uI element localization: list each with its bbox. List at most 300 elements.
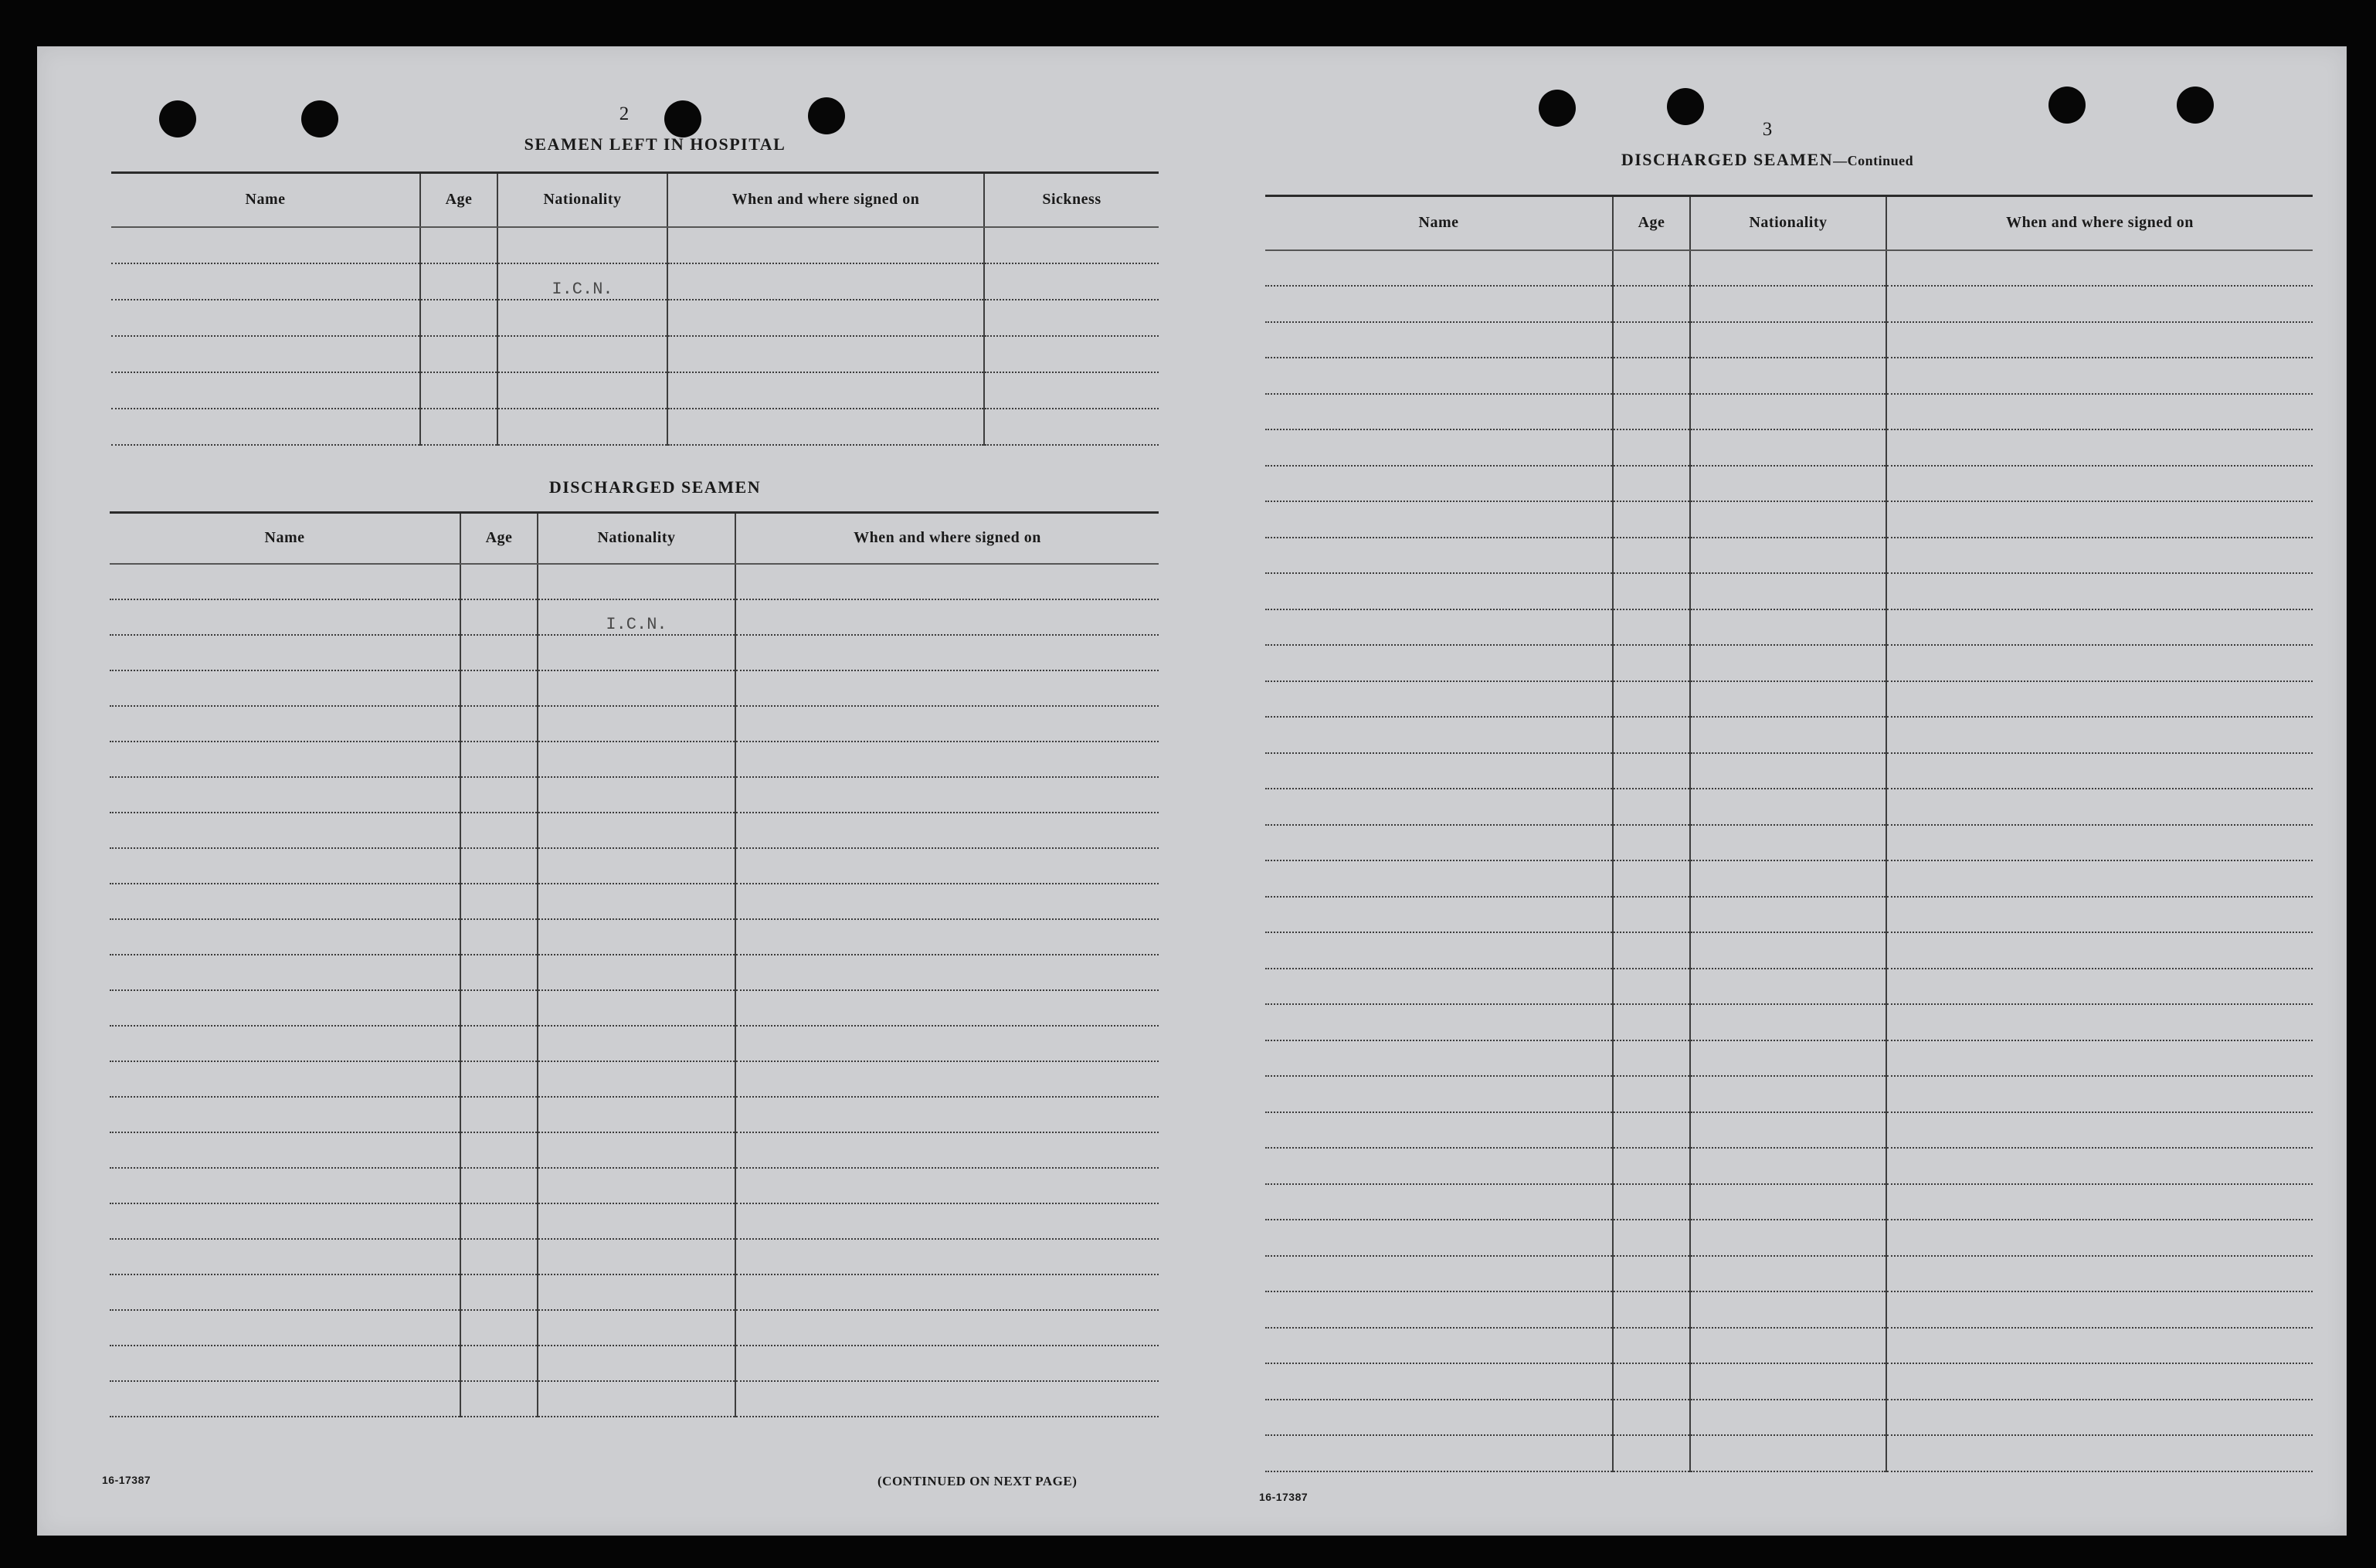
binder-hole bbox=[301, 100, 338, 137]
table-cell bbox=[984, 300, 1159, 336]
table-cell bbox=[420, 336, 497, 372]
table-cell bbox=[420, 300, 497, 336]
table-cell bbox=[110, 1381, 460, 1417]
table-cell bbox=[110, 670, 460, 706]
table-cell bbox=[110, 1203, 460, 1239]
table-cell bbox=[1265, 717, 1613, 753]
page-number-right: 3 bbox=[1762, 119, 1773, 140]
column-header: Nationality bbox=[538, 513, 735, 564]
table-cell bbox=[1265, 789, 1613, 825]
table-cell bbox=[735, 742, 1159, 777]
table-row bbox=[110, 884, 1159, 919]
table-row bbox=[111, 300, 1159, 336]
table-cell bbox=[667, 263, 984, 300]
table-cell bbox=[460, 1310, 538, 1346]
table-row bbox=[1265, 573, 2313, 609]
table-cell bbox=[110, 848, 460, 884]
table-cell bbox=[1886, 1076, 2313, 1112]
form-number-left: 16-17387 bbox=[102, 1474, 151, 1486]
table-cell bbox=[110, 884, 460, 919]
table-cell bbox=[1886, 645, 2313, 681]
table-cell bbox=[735, 670, 1159, 706]
table-cell bbox=[1613, 250, 1690, 287]
table-row bbox=[111, 263, 1159, 300]
table-cell bbox=[1886, 932, 2313, 969]
table-cell bbox=[538, 884, 735, 919]
table-row bbox=[1265, 753, 2313, 789]
table-cell bbox=[538, 742, 735, 777]
table-cell bbox=[1690, 789, 1886, 825]
table-row bbox=[110, 1346, 1159, 1381]
table-cell bbox=[538, 1061, 735, 1097]
table-cell bbox=[460, 1346, 538, 1381]
table-cell bbox=[1265, 286, 1613, 322]
table-cell bbox=[497, 300, 667, 336]
table-cell bbox=[1265, 538, 1613, 574]
table-cell bbox=[1613, 1328, 1690, 1364]
table-row bbox=[110, 919, 1159, 955]
table-row bbox=[110, 1381, 1159, 1417]
table-cell bbox=[667, 336, 984, 372]
table-cell bbox=[984, 263, 1159, 300]
table-cell bbox=[1690, 932, 1886, 969]
table-cell bbox=[1613, 1076, 1690, 1112]
table-cell bbox=[538, 1097, 735, 1132]
table-cell bbox=[1265, 1291, 1613, 1328]
table-cell bbox=[538, 848, 735, 884]
binder-hole bbox=[1667, 88, 1704, 125]
table-cell bbox=[1886, 1291, 2313, 1328]
table-cell bbox=[460, 742, 538, 777]
table-cell bbox=[735, 1310, 1159, 1346]
table-cell bbox=[1886, 860, 2313, 897]
table-cell bbox=[1690, 1435, 1886, 1471]
table-cell bbox=[1265, 1435, 1613, 1471]
table-cell bbox=[1613, 1435, 1690, 1471]
discharged-continued-table bbox=[1265, 195, 2313, 1472]
table-cell bbox=[1690, 250, 1886, 287]
table-row bbox=[110, 706, 1159, 742]
table-cell bbox=[735, 1274, 1159, 1310]
binder-hole bbox=[159, 100, 196, 137]
table-cell bbox=[735, 990, 1159, 1026]
table-cell bbox=[1265, 322, 1613, 358]
table-cell bbox=[1886, 1148, 2313, 1184]
table-cell bbox=[1690, 897, 1886, 933]
table-cell bbox=[1265, 429, 1613, 466]
table-cell bbox=[1613, 358, 1690, 394]
table-cell bbox=[1613, 1220, 1690, 1256]
table-cell bbox=[110, 1346, 460, 1381]
table-cell bbox=[460, 564, 538, 599]
table-cell bbox=[110, 777, 460, 813]
table-cell bbox=[1265, 897, 1613, 933]
table-cell bbox=[1886, 681, 2313, 718]
table-cell bbox=[1265, 1328, 1613, 1364]
table-cell bbox=[735, 1097, 1159, 1132]
table-row bbox=[110, 1097, 1159, 1132]
table-cell bbox=[538, 670, 735, 706]
table-cell bbox=[1265, 501, 1613, 538]
table-row bbox=[1265, 466, 2313, 502]
table-cell: I.C.N. bbox=[538, 599, 735, 635]
table-cell bbox=[735, 1239, 1159, 1274]
table-cell bbox=[1613, 932, 1690, 969]
table-cell bbox=[1613, 1256, 1690, 1292]
table-row bbox=[1265, 286, 2313, 322]
table-cell bbox=[1265, 1112, 1613, 1149]
table-cell bbox=[1265, 753, 1613, 789]
table-cell bbox=[460, 990, 538, 1026]
title-main: DISCHARGED SEAMEN bbox=[1621, 150, 1834, 169]
table-cell bbox=[1690, 1328, 1886, 1364]
table-cell bbox=[1690, 681, 1886, 718]
table-cell bbox=[1613, 394, 1690, 430]
table-cell bbox=[110, 706, 460, 742]
table-cell bbox=[1265, 250, 1613, 287]
table-cell bbox=[460, 777, 538, 813]
table-cell bbox=[735, 635, 1159, 670]
table-cell bbox=[110, 564, 460, 599]
table-cell bbox=[1613, 466, 1690, 502]
table-row bbox=[1265, 1435, 2313, 1471]
table-cell bbox=[1613, 645, 1690, 681]
table-cell bbox=[460, 635, 538, 670]
table-cell bbox=[984, 409, 1159, 445]
page-number-left: 2 bbox=[619, 104, 630, 124]
table-cell bbox=[1690, 860, 1886, 897]
table-cell bbox=[1613, 1040, 1690, 1077]
table-row bbox=[110, 599, 1159, 635]
table-cell bbox=[1613, 429, 1690, 466]
table-cell bbox=[538, 1310, 735, 1346]
table-cell bbox=[497, 372, 667, 409]
table-cell bbox=[984, 372, 1159, 409]
table-row bbox=[1265, 1291, 2313, 1328]
column-header: Age bbox=[1613, 196, 1690, 250]
table-row bbox=[110, 1203, 1159, 1239]
table-cell bbox=[1886, 358, 2313, 394]
table-cell bbox=[1613, 789, 1690, 825]
table-cell bbox=[110, 990, 460, 1026]
column-header: Name bbox=[110, 513, 460, 564]
table-row bbox=[1265, 609, 2313, 646]
table-cell bbox=[1690, 1040, 1886, 1077]
table-row bbox=[110, 990, 1159, 1026]
table-cell bbox=[497, 227, 667, 263]
table-cell bbox=[1690, 501, 1886, 538]
table-cell bbox=[1265, 1076, 1613, 1112]
table-cell bbox=[538, 1026, 735, 1061]
table-cell bbox=[460, 955, 538, 990]
table-cell bbox=[735, 1346, 1159, 1381]
table-cell bbox=[667, 372, 984, 409]
table-row bbox=[1265, 322, 2313, 358]
column-header: Name bbox=[111, 173, 420, 227]
table-cell bbox=[111, 263, 420, 300]
table-row bbox=[110, 1026, 1159, 1061]
table-row bbox=[110, 670, 1159, 706]
table-row bbox=[1265, 1363, 2313, 1400]
table-cell bbox=[110, 1168, 460, 1203]
table-cell bbox=[1690, 1256, 1886, 1292]
table-cell bbox=[110, 742, 460, 777]
table-row bbox=[1265, 1400, 2313, 1436]
table-cell bbox=[1613, 286, 1690, 322]
table-row bbox=[1265, 860, 2313, 897]
table-cell bbox=[111, 409, 420, 445]
table-cell bbox=[1265, 394, 1613, 430]
table-cell bbox=[1886, 573, 2313, 609]
table-cell bbox=[1886, 429, 2313, 466]
table-cell bbox=[460, 1097, 538, 1132]
table-cell bbox=[1613, 753, 1690, 789]
table-cell bbox=[1886, 394, 2313, 430]
table-cell bbox=[538, 1203, 735, 1239]
table-cell bbox=[1690, 1291, 1886, 1328]
table-cell bbox=[1886, 1435, 2313, 1471]
table-cell bbox=[1265, 358, 1613, 394]
table-row bbox=[1265, 1256, 2313, 1292]
table-cell bbox=[735, 1061, 1159, 1097]
hospital-section-title: SEAMEN LEFT IN HOSPITAL bbox=[524, 134, 786, 154]
table-cell bbox=[1690, 753, 1886, 789]
table-cell bbox=[538, 706, 735, 742]
table-cell bbox=[735, 884, 1159, 919]
table-cell bbox=[538, 1168, 735, 1203]
table-row bbox=[111, 372, 1159, 409]
table-cell bbox=[1265, 1148, 1613, 1184]
table-cell bbox=[1886, 1220, 2313, 1256]
table-cell bbox=[735, 1026, 1159, 1061]
binder-hole bbox=[664, 100, 701, 137]
table-row bbox=[1265, 429, 2313, 466]
table-row bbox=[110, 813, 1159, 848]
table-cell bbox=[460, 1168, 538, 1203]
table-cell bbox=[460, 884, 538, 919]
table-cell bbox=[110, 955, 460, 990]
table-cell bbox=[1613, 1400, 1690, 1436]
table-cell bbox=[110, 1239, 460, 1274]
table-cell bbox=[735, 813, 1159, 848]
table-row bbox=[110, 848, 1159, 884]
table-cell bbox=[1613, 322, 1690, 358]
table-cell bbox=[1690, 538, 1886, 574]
table-cell bbox=[1613, 1004, 1690, 1040]
table-cell bbox=[1690, 1220, 1886, 1256]
table-cell bbox=[1690, 1400, 1886, 1436]
hospital-table bbox=[111, 171, 1159, 446]
table-cell bbox=[110, 813, 460, 848]
table-row bbox=[1265, 1328, 2313, 1364]
table-cell bbox=[460, 1203, 538, 1239]
table-cell bbox=[111, 300, 420, 336]
table-cell bbox=[420, 372, 497, 409]
table-cell bbox=[1690, 466, 1886, 502]
table-cell bbox=[460, 813, 538, 848]
table-cell bbox=[1265, 932, 1613, 969]
table-cell bbox=[538, 635, 735, 670]
table-cell bbox=[735, 919, 1159, 955]
table-cell bbox=[1690, 573, 1886, 609]
table-cell bbox=[538, 955, 735, 990]
table-cell bbox=[110, 1274, 460, 1310]
table-cell bbox=[538, 919, 735, 955]
table-cell bbox=[1886, 501, 2313, 538]
table-row bbox=[1265, 501, 2313, 538]
table-cell bbox=[1690, 1112, 1886, 1149]
table-cell bbox=[735, 955, 1159, 990]
table-cell bbox=[460, 1061, 538, 1097]
table-cell: I.C.N. bbox=[497, 263, 667, 300]
column-header: When and where signed on bbox=[735, 513, 1159, 564]
table-cell bbox=[1886, 897, 2313, 933]
table-row bbox=[111, 227, 1159, 263]
table-cell bbox=[1613, 825, 1690, 861]
table-cell bbox=[110, 599, 460, 635]
table-row bbox=[1265, 1184, 2313, 1220]
table-row bbox=[110, 1310, 1159, 1346]
table-cell bbox=[1265, 466, 1613, 502]
binder-hole bbox=[1539, 90, 1576, 127]
table-cell bbox=[110, 1061, 460, 1097]
table-row bbox=[1265, 1220, 2313, 1256]
table-cell bbox=[1886, 250, 2313, 287]
table-cell bbox=[460, 1026, 538, 1061]
table-cell bbox=[735, 848, 1159, 884]
table-cell bbox=[1265, 969, 1613, 1005]
table-cell bbox=[1886, 753, 2313, 789]
table-cell bbox=[1690, 394, 1886, 430]
table-row bbox=[110, 1239, 1159, 1274]
table-cell bbox=[1265, 681, 1613, 718]
table-cell bbox=[110, 919, 460, 955]
table-cell bbox=[538, 1239, 735, 1274]
table-cell bbox=[460, 670, 538, 706]
table-cell bbox=[420, 409, 497, 445]
column-header: Sickness bbox=[984, 173, 1159, 227]
table-cell bbox=[1265, 1220, 1613, 1256]
table-cell bbox=[984, 227, 1159, 263]
column-header: Nationality bbox=[1690, 196, 1886, 250]
table-row bbox=[1265, 645, 2313, 681]
table-cell bbox=[1613, 609, 1690, 646]
table-cell bbox=[1690, 1148, 1886, 1184]
table-cell bbox=[420, 263, 497, 300]
table-row bbox=[1265, 538, 2313, 574]
table-cell bbox=[1613, 1184, 1690, 1220]
table-cell bbox=[1886, 322, 2313, 358]
scanned-form-sheet bbox=[37, 46, 2347, 1536]
table-cell bbox=[1886, 1040, 2313, 1077]
column-header: Name bbox=[1265, 196, 1613, 250]
table-cell bbox=[667, 409, 984, 445]
table-cell bbox=[1613, 1291, 1690, 1328]
table-row bbox=[110, 564, 1159, 599]
table-row bbox=[1265, 717, 2313, 753]
table-cell bbox=[538, 564, 735, 599]
table-cell bbox=[1886, 1184, 2313, 1220]
table-cell bbox=[110, 1132, 460, 1168]
table-cell bbox=[735, 564, 1159, 599]
table-cell bbox=[735, 1381, 1159, 1417]
table-cell bbox=[1613, 573, 1690, 609]
table-cell bbox=[1613, 1112, 1690, 1149]
table-cell bbox=[110, 1026, 460, 1061]
table-cell bbox=[1690, 358, 1886, 394]
table-cell bbox=[1265, 645, 1613, 681]
binder-hole bbox=[2177, 87, 2214, 124]
table-cell bbox=[1613, 538, 1690, 574]
table-cell bbox=[1690, 1184, 1886, 1220]
discharged-table bbox=[110, 511, 1159, 1417]
table-cell bbox=[1886, 538, 2313, 574]
binder-hole bbox=[2048, 87, 2086, 124]
table-cell bbox=[735, 599, 1159, 635]
table-cell bbox=[460, 599, 538, 635]
table-cell bbox=[735, 1168, 1159, 1203]
table-cell bbox=[1886, 1112, 2313, 1149]
table-cell bbox=[538, 1346, 735, 1381]
column-header: Age bbox=[420, 173, 497, 227]
table-cell bbox=[1265, 609, 1613, 646]
table-cell bbox=[538, 990, 735, 1026]
table-row bbox=[1265, 1076, 2313, 1112]
table-row bbox=[1265, 250, 2313, 287]
table-cell bbox=[1886, 609, 2313, 646]
table-cell bbox=[460, 848, 538, 884]
table-cell bbox=[110, 1310, 460, 1346]
table-cell bbox=[1613, 1363, 1690, 1400]
table-cell bbox=[1886, 1400, 2313, 1436]
table-cell bbox=[460, 706, 538, 742]
table-cell bbox=[1265, 825, 1613, 861]
table-cell bbox=[1613, 681, 1690, 718]
table-row bbox=[1265, 358, 2313, 394]
table-cell bbox=[1886, 286, 2313, 322]
table-cell bbox=[1265, 1004, 1613, 1040]
table-cell bbox=[1265, 1363, 1613, 1400]
table-cell bbox=[460, 1132, 538, 1168]
table-cell bbox=[667, 300, 984, 336]
table-cell bbox=[1690, 1004, 1886, 1040]
table-cell bbox=[1690, 609, 1886, 646]
table-row bbox=[1265, 789, 2313, 825]
table-cell bbox=[538, 1274, 735, 1310]
table-row bbox=[1265, 681, 2313, 718]
table-cell bbox=[1886, 825, 2313, 861]
table-row bbox=[1265, 394, 2313, 430]
table-cell bbox=[1613, 860, 1690, 897]
table-row bbox=[1265, 1148, 2313, 1184]
table-cell bbox=[110, 635, 460, 670]
table-cell bbox=[1886, 1328, 2313, 1364]
table-cell bbox=[1613, 897, 1690, 933]
continued-note: (CONTINUED ON NEXT PAGE) bbox=[877, 1474, 1078, 1488]
table-cell bbox=[735, 1132, 1159, 1168]
table-cell bbox=[1690, 1076, 1886, 1112]
table-cell bbox=[1265, 1184, 1613, 1220]
table-row bbox=[1265, 969, 2313, 1005]
table-row bbox=[110, 777, 1159, 813]
table-cell bbox=[1613, 1148, 1690, 1184]
table-row bbox=[1265, 1112, 2313, 1149]
table-cell bbox=[1886, 1256, 2313, 1292]
table-row bbox=[1265, 825, 2313, 861]
table-cell bbox=[1613, 969, 1690, 1005]
table-row bbox=[1265, 1004, 2313, 1040]
column-header: When and where signed on bbox=[1886, 196, 2313, 250]
